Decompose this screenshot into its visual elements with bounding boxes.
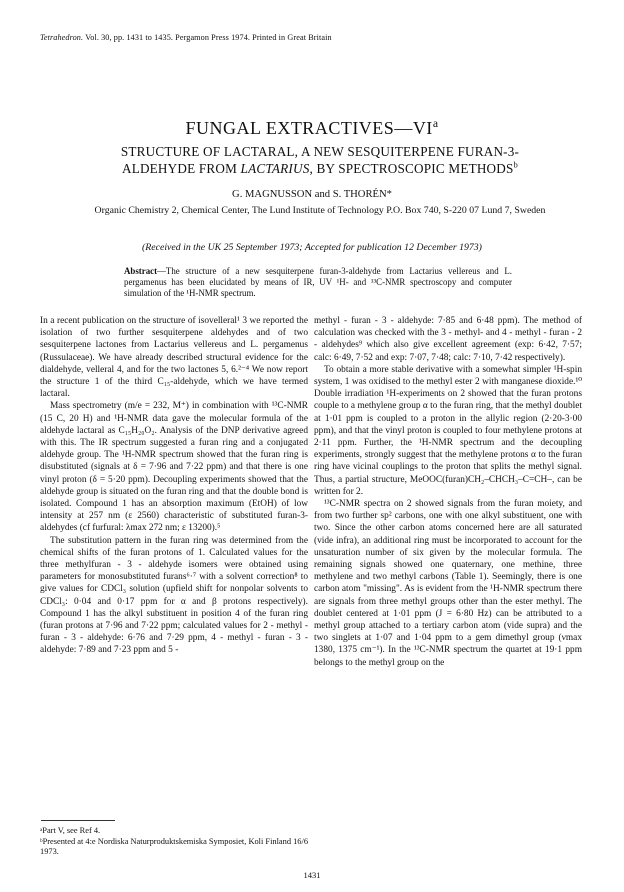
- journal-header: [40, 33, 332, 42]
- subtitle-footnote-marker: b: [513, 159, 519, 170]
- subtitle-line-2b: LACTARIUS: [240, 161, 310, 176]
- journal-name: Tetrahedron.: [40, 33, 84, 42]
- right-paragraph-3: ¹³C-NMR spectra on 2 showed signals from the furan moiety, and from two further sp² carbons, one with one alkyl substituent, one with two. Since the other carbon atoms concerned here are all saturated (vide infra), an additional ring must be incorporated to account for the unsaturation number of six given by the molecular formula. The remaining signals showed one quaternary, one methine, three methylene and two methyl carbons (Table 1). Seemingly, there is one carbon atom "missing". As is evident from the ¹H-NMR spectrum there are signals from three methyl groups other than the ester methyl. The doublet centered at 1·01 ppm (J = 6·80 Hz) can be attributed to a methyl group attached to a tertiary carbon atom (vide supra) and the two singlets at 1·07 and 1·04 ppm to a gem dimethyl group (νmax 1380, 1375 cm⁻¹). In the ¹³C-NMR spectrum the quartet at 19·1 ppm belongs to the methyl group on the: [314, 499, 582, 668]
- affiliation: Organic Chemistry 2, Chemical Center, The Lund Institute of Technology P.O. Box 740, S-220 07 Lund 7, Sweden: [94, 205, 546, 216]
- left-paragraph-2: Mass spectrometry (m/e = 232, M⁺) in combination with ¹³C-NMR (15 C, 20 H) and ¹H-NMR data gave the molecular formula of the aldehyde lactaral as C₁₅H₂₀O₂. Analysis of the DNP derivative agreed with this. The IR spectrum suggested a furan ring and a conjugated aldehyde group. The ¹H-NMR spectrum showed that the furan ring is disubstituted (signals at δ = 7·96 and 7·22 ppm) and that there is one vinyl proton (δ = 5·20 ppm). Decoupling experiments showed that the aldehyde group is situated on the furan ring and that the double bond is isolated. Compound 1 has an absorption maximum (EtOH) of low intensity at 257 nm (ε 2560) characteristic of substituted furan-3-aldehydes (cf furfural: λmax 272 nm; ε 13200).⁵: [40, 401, 308, 534]
- footnote-divider: [41, 820, 115, 821]
- paper-title: [0, 118, 624, 139]
- subtitle-line-2c: , BY SPECTROSCOPIC METHODS: [309, 161, 514, 176]
- paper-title-text: FUNGAL EXTRACTIVES—VI: [185, 118, 433, 138]
- footnotes: [40, 826, 310, 858]
- abstract-text: —The structure of a new sesquiterpene furan-3-aldehyde from Lactarius vellereus and L. pergamenus has been elucidated by means of IR, UV ¹H- and ¹³C-NMR spectroscopy and computer simulation of the ¹H-NMR spectrum.: [124, 266, 512, 298]
- right-column: [314, 315, 582, 669]
- page-number: 1431: [303, 870, 321, 880]
- left-column: [40, 315, 308, 657]
- footnote-b: ᵇPresented at 4:e Nordiska Naturproduktskemiska Symposiet, Koli Finland 16/6 1973.: [40, 836, 308, 856]
- right-paragraph-2: To obtain a more stable derivative with a somewhat simpler ¹H-spin system, 1 was oxidised to the methyl ester 2 with manganese dioxide.¹⁰ Double irradiation ¹H-experiments on 2 showed that the furan protons couple to a methylene group α to the furan ring, that the methyl doublet at 1·01 ppm is coupled to a proton in the allylic region (2·20-3·00 ppm), and that the vinyl proton is coupled to four methylene protons at 2·11 ppm. Further, the ¹H-NMR spectrum and the decoupling experiments, strongly suggest that the methylene protons α to the furan ring have vicinal couplings to the proton that splits the methyl signal. Thus, a partial structure, MeOOC(furan)CH₂–CHCH₃–C=CH–, can be written for 2.: [314, 364, 582, 497]
- title-footnote-marker: a: [432, 117, 439, 130]
- paper-subtitle: [60, 143, 580, 177]
- authors: G. MAGNUSSON and S. THORÉN*: [232, 189, 392, 200]
- subtitle-line-1: STRUCTURE OF LACTARAL, A NEW SESQUITERPENE FURAN-3-: [120, 144, 520, 159]
- footnote-a: ᵃPart V, see Ref 4.: [40, 826, 101, 835]
- left-paragraph-1: In a recent publication on the structure of isovelleral¹ 3 we reported the isolation of two further sesquiterpene aldehydes and of two sesquiterpene lactones from Lactarius vellereus and L. pergamenus (Russulaceae). We have already described structural evidence for the dialdehyde, velleral 4, and for the two lactones 5, 6.²⁻⁴ We now report the structure 1 of the third C₁₅-aldehyde, which we have termed lactaral.: [40, 316, 308, 400]
- received-dates: (Received in the UK 25 September 1973; Accepted for publication 12 December 1973): [142, 242, 482, 253]
- left-paragraph-3: The substitution pattern in the furan ring was determined from the chemical shifts of the furan protons of 1. Calculated values for the three methylfuran - 3 - aldehyde isomers were obtained using parameters for monosubstituted furans⁶·⁷ with a solvent correction⁸ to give values for CDCl₃ solution (upfield shift for nonpolar solvents to CDCl₃: 0·04 and 0·17 ppm for α and β protons respectively). Compound 1 has the alkyl substituent in position 4 of the furan ring (furan protons at 7·96 and 7·22 ppm; calculated values for 2 - methyl - furan - 3 - aldehyde: 6·76 and 7·29 ppm, 4 - methyl - furan - 3 - aldehyde: 7·89 and 7·23 ppm and 5 -: [40, 535, 308, 656]
- journal-citation: Vol. 30, pp. 1431 to 1435. Pergamon Press 1974. Printed in Great Britain: [85, 33, 332, 42]
- abstract-label: Abstract: [124, 266, 158, 276]
- subtitle-line-2a: ALDEHYDE FROM: [121, 161, 241, 176]
- abstract: [124, 266, 512, 299]
- right-paragraph-1: methyl - furan - 3 - aldehyde: 7·85 and 6·48 ppm). The method of calculation was checked with the 3 - methyl- and 4 - methyl - furan - 2 - aldehydes⁹ which also give excellent agreement (exp: 6·42, 7·57; calc: 6·49, 7·52 and exp: 7·07, 7·48; calc: 7·10, 7·42 respectively).: [314, 316, 582, 363]
